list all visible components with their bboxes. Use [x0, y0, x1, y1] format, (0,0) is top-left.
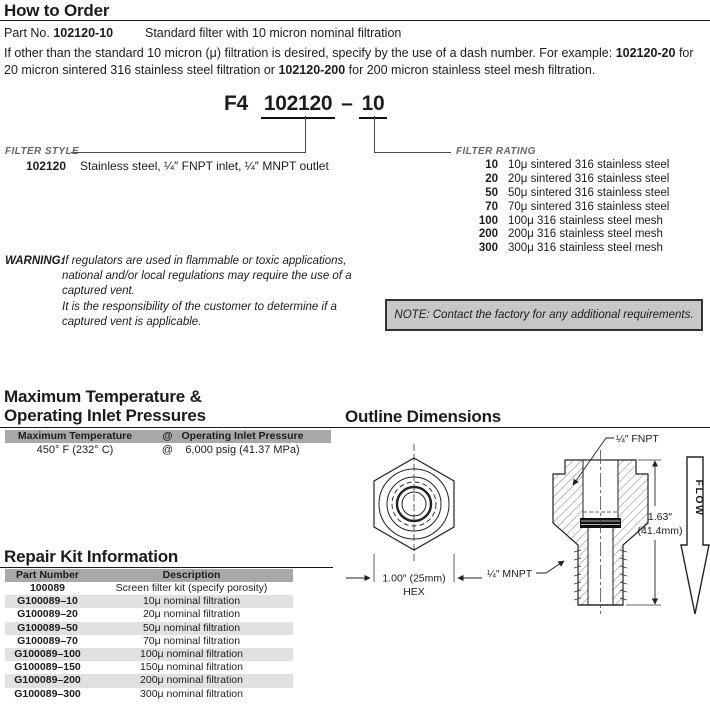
repair-row — [5, 635, 293, 648]
filter-rating-label: FILTER RATING — [456, 146, 536, 157]
repair-part: G100089–300 — [14, 687, 81, 700]
rating-code: 10 — [485, 159, 498, 171]
outline-drawing — [340, 430, 710, 620]
flow-arrow — [681, 457, 709, 614]
repair-desc: Screen filter kit (specify porosity) — [115, 582, 268, 594]
repair-row — [5, 608, 293, 621]
temp-value: 450° F (232° C) — [36, 444, 114, 456]
repair-desc: 10μ nominal filtration — [142, 595, 241, 608]
rating-desc: 70μ sintered 316 stainless steel — [508, 200, 670, 213]
intro-bold1: 102120-20 — [615, 46, 676, 60]
rating-desc: 200μ 316 stainless steel mesh — [508, 228, 663, 241]
how-to-order-title: How to Order — [4, 1, 110, 20]
repair-part: G100089–200 — [14, 674, 81, 687]
repair-part: G100089–20 — [17, 608, 78, 621]
callout-line-style-horizontal — [71, 152, 305, 153]
outline-dimensions-title: Outline Dimensions — [345, 407, 502, 426]
side-section-view — [487, 433, 682, 614]
intro-seg2: for 20 micron sintered 316 stainless steel filtration or — [4, 46, 694, 77]
filter-rating-table — [432, 159, 669, 256]
height-dimension-inches: 1.63″ — [647, 511, 673, 523]
pressure-value: 6,000 psig (41.37 MPa) — [185, 444, 300, 456]
rating-row — [432, 159, 669, 173]
callout-line-style-vertical — [305, 116, 306, 153]
rule-outline — [345, 427, 710, 429]
hex-label-text: HEX — [403, 586, 425, 598]
rule-repair-kit — [0, 567, 333, 569]
rating-row — [432, 201, 669, 215]
temp-header-max-temp: Maximum Temperature — [17, 430, 133, 442]
mnpt-leader-line — [536, 561, 564, 573]
filter-style-desc: Stainless steel, ¼″ FNPT inlet, ¼″ MNPT outlet — [80, 159, 329, 173]
intro-bold2: 102120-200 — [278, 62, 346, 77]
rating-code: 200 — [478, 228, 498, 241]
temp-at-value: @ — [161, 444, 174, 456]
repair-desc: 150μ nominal filtration — [140, 661, 243, 674]
part-desc: Standard filter with 10 micron nominal filtration — [145, 26, 402, 40]
repair-desc: 70μ nominal filtration — [142, 634, 241, 647]
intro-paragraph — [4, 45, 707, 78]
rating-row — [432, 228, 669, 242]
callout-line-rating-vertical — [374, 116, 375, 153]
warning-paragraph-2: It is the responsibility of the customer to determine if a captured vent is applicable. — [62, 301, 337, 328]
rating-desc: 10μ sintered 316 stainless steel — [508, 159, 670, 171]
repair-part: G100089–150 — [14, 661, 81, 674]
rating-desc: 50μ sintered 316 stainless steel — [508, 186, 670, 199]
part-label: Part No. — [4, 26, 54, 40]
temp-header-at: @ — [162, 430, 173, 442]
repair-kit-title: Repair Kit Information — [4, 547, 179, 566]
repair-row — [5, 661, 293, 674]
rating-code: 100 — [478, 214, 498, 227]
rating-desc: 100μ 316 stainless steel mesh — [508, 214, 663, 227]
rating-row — [432, 242, 669, 256]
filter-style-label: FILTER STYLE — [5, 146, 80, 157]
rating-row — [432, 187, 669, 201]
repair-row — [5, 688, 293, 701]
repair-header-part-number: Part Number — [15, 569, 79, 581]
repair-desc: 50μ nominal filtration — [142, 621, 241, 634]
repair-desc: 100μ nominal filtration — [140, 647, 243, 660]
part-number: 102120-10 — [53, 26, 114, 40]
rating-code: 70 — [485, 200, 498, 213]
code-rating: 10 — [359, 92, 388, 119]
rule-how-to-order — [0, 20, 710, 22]
repair-row — [5, 582, 293, 595]
repair-part: G100089–10 — [17, 595, 78, 608]
rating-code: 300 — [478, 242, 498, 255]
hex-end-view — [346, 444, 482, 598]
repair-row — [5, 595, 293, 608]
repair-header-description: Description — [162, 569, 221, 581]
code-prefix: F4 — [224, 92, 248, 115]
part-number-line — [4, 25, 113, 42]
warning-paragraph-1: If regulators are used in flammable or toxic applications, national and/or local regulations may require the use of a captured vent. — [62, 255, 352, 297]
rating-code: 50 — [485, 186, 498, 199]
repair-kit-table — [5, 582, 293, 701]
hex-dimension-text: 1.00″ (25mm) — [382, 572, 446, 585]
repair-row — [5, 674, 293, 687]
rule-max-temp — [0, 427, 348, 429]
repair-desc: 20μ nominal filtration — [142, 608, 241, 621]
repair-part: 100089 — [29, 582, 66, 594]
temp-header-pressure: Operating Inlet Pressure — [181, 430, 304, 442]
rating-row — [432, 173, 669, 187]
fnpt-label: ¼″ FNPT — [616, 433, 659, 445]
max-temp-title-line1: Maximum Temperature & — [4, 387, 202, 406]
intro-seg3: for 200 micron stainless steel mesh filtration. — [345, 62, 596, 77]
repair-part: G100089–70 — [17, 634, 78, 647]
filter-style-code: 102120 — [25, 159, 66, 173]
flow-label: FLOW — [693, 479, 705, 517]
callout-line-rating-horizontal — [374, 152, 451, 153]
max-temp-title-line2: Operating Inlet Pressures — [4, 406, 206, 425]
intro-seg1: If other than the standard 10 micron (μ) filtration is desired, specify by the use of a dash number. For example: — [4, 46, 616, 60]
rating-code: 20 — [485, 172, 498, 185]
code-dash: – — [341, 92, 353, 115]
ordering-code — [224, 92, 387, 119]
repair-desc: 300μ nominal filtration — [140, 687, 243, 700]
repair-desc: 200μ nominal filtration — [140, 674, 243, 687]
rating-desc: 300μ 316 stainless steel mesh — [508, 242, 663, 255]
rating-row — [432, 215, 669, 229]
repair-part: G100089–100 — [14, 647, 81, 660]
note-box: NOTE: Contact the factory for any additional requirements. — [385, 299, 703, 331]
repair-row — [5, 622, 293, 635]
rating-desc: 20μ sintered 316 stainless steel — [508, 172, 670, 185]
repair-row — [5, 648, 293, 661]
repair-part: G100089–50 — [17, 621, 78, 634]
height-dimension-mm: (41.4mm) — [637, 525, 683, 537]
warning-label: WARNING: — [5, 255, 65, 267]
code-style: 102120 — [261, 92, 335, 119]
mnpt-label: ¼″ MNPT — [487, 568, 533, 580]
